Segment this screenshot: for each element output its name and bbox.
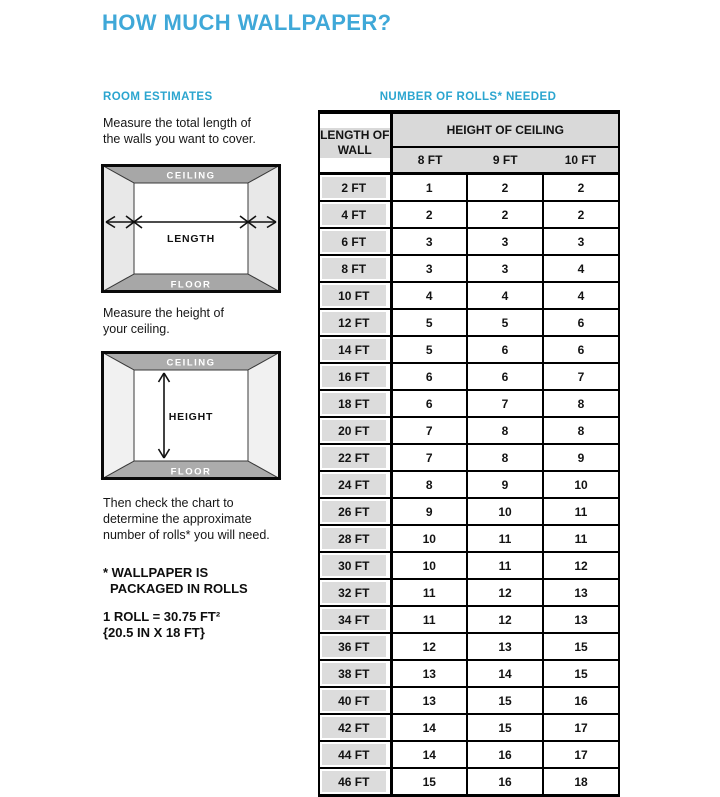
wall-length-cell: 12 FT <box>319 309 391 336</box>
instruction-line: Measure the total length of <box>103 116 252 130</box>
instruction-line: number of rolls* you will need. <box>103 528 270 542</box>
rolls-value-cell: 8 <box>467 417 543 444</box>
room-estimates-heading: ROOM ESTIMATES <box>103 91 213 103</box>
rolls-value-cell: 6 <box>391 390 467 417</box>
rolls-value-cell: 13 <box>467 633 543 660</box>
rolls-value-cell: 14 <box>391 741 467 768</box>
rolls-value-cell: 1 <box>391 174 467 202</box>
rolls-value-cell: 18 <box>543 768 619 796</box>
wall-length-cell: 6 FT <box>319 228 391 255</box>
note-line: PACKAGED IN ROLLS <box>110 581 248 596</box>
instruction-line: Measure the height of <box>103 306 224 320</box>
table-row <box>319 471 619 498</box>
table-row <box>319 687 619 714</box>
rolls-value-cell: 11 <box>467 525 543 552</box>
instruction-line: the walls you want to cover. <box>103 132 256 146</box>
rolls-table <box>318 110 620 797</box>
instruction-check-chart <box>103 495 270 543</box>
ceiling-band-label: CEILING <box>166 357 216 369</box>
rolls-value-cell: 7 <box>467 390 543 417</box>
page-title: HOW MUCH WALLPAPER? <box>102 10 392 35</box>
rolls-value-cell: 12 <box>467 606 543 633</box>
rolls-table-body <box>319 174 619 796</box>
wall-length-cell: 22 FT <box>319 444 391 471</box>
wall-length-cell: 32 FT <box>319 579 391 606</box>
table-row <box>319 390 619 417</box>
roll-size-note <box>103 609 220 641</box>
height-dim-label: HEIGHT <box>168 411 214 423</box>
room-length-diagram <box>101 164 281 293</box>
note-line: 1 ROLL = 30.75 FT² <box>103 609 221 624</box>
col-header-10ft: 10 FT <box>564 153 597 167</box>
floor-band-label: FLOOR <box>170 466 212 478</box>
rolls-value-cell: 14 <box>467 660 543 687</box>
wall-length-cell: 24 FT <box>319 471 391 498</box>
rolls-value-cell: 10 <box>467 498 543 525</box>
wall-length-cell: 26 FT <box>319 498 391 525</box>
rolls-value-cell: 13 <box>543 579 619 606</box>
table-row <box>319 174 619 202</box>
rolls-value-cell: 3 <box>391 228 467 255</box>
table-row <box>319 255 619 282</box>
rolls-value-cell: 4 <box>467 282 543 309</box>
rolls-value-cell: 15 <box>467 687 543 714</box>
rolls-value-cell: 2 <box>467 201 543 228</box>
wall-length-cell: 44 FT <box>319 741 391 768</box>
table-row <box>319 606 619 633</box>
wall-length-cell: 36 FT <box>319 633 391 660</box>
rolls-value-cell: 2 <box>543 174 619 202</box>
table-header-row-1 <box>319 112 619 147</box>
rolls-value-cell: 12 <box>467 579 543 606</box>
wall-length-cell: 38 FT <box>319 660 391 687</box>
instruction-line: determine the approximate <box>103 512 252 526</box>
wall-length-cell: 18 FT <box>319 390 391 417</box>
table-row <box>319 282 619 309</box>
height-of-ceiling-label: HEIGHT OF CEILING <box>393 114 619 146</box>
rolls-value-cell: 4 <box>543 282 619 309</box>
rolls-value-cell: 4 <box>543 255 619 282</box>
wall-length-cell: 42 FT <box>319 714 391 741</box>
wall-length-cell: 16 FT <box>319 363 391 390</box>
table-row <box>319 714 619 741</box>
rolls-value-cell: 7 <box>391 444 467 471</box>
table-row <box>319 741 619 768</box>
table-row <box>319 579 619 606</box>
rolls-value-cell: 9 <box>467 471 543 498</box>
rolls-value-cell: 4 <box>391 282 467 309</box>
rolls-value-cell: 6 <box>543 336 619 363</box>
rolls-value-cell: 9 <box>543 444 619 471</box>
rolls-value-cell: 2 <box>391 201 467 228</box>
rolls-value-cell: 13 <box>391 660 467 687</box>
wall-length-cell: 20 FT <box>319 417 391 444</box>
note-line: * WALLPAPER IS <box>103 565 209 580</box>
rolls-value-cell: 14 <box>391 714 467 741</box>
table-row <box>319 201 619 228</box>
wall-length-cell: 30 FT <box>319 552 391 579</box>
rolls-value-cell: 6 <box>543 309 619 336</box>
table-row <box>319 336 619 363</box>
table-row <box>319 363 619 390</box>
table-row <box>319 525 619 552</box>
rolls-value-cell: 2 <box>467 174 543 202</box>
packaged-in-rolls-note <box>103 565 248 597</box>
instruction-measure-height <box>103 305 224 337</box>
rolls-value-cell: 7 <box>391 417 467 444</box>
rolls-value-cell: 16 <box>543 687 619 714</box>
col-header-9ft: 9 FT <box>492 153 518 167</box>
wall-length-cell: 4 FT <box>319 201 391 228</box>
length-of-wall-header <box>319 112 391 174</box>
rolls-value-cell: 15 <box>543 633 619 660</box>
rolls-value-cell: 11 <box>543 525 619 552</box>
rolls-value-cell: 11 <box>467 552 543 579</box>
rolls-value-cell: 3 <box>467 228 543 255</box>
rolls-value-cell: 16 <box>467 768 543 796</box>
floor-band-label: FLOOR <box>170 279 212 291</box>
rolls-value-cell: 6 <box>467 336 543 363</box>
height-of-ceiling-header <box>391 112 619 147</box>
rolls-value-cell: 8 <box>467 444 543 471</box>
rolls-value-cell: 7 <box>543 363 619 390</box>
rolls-value-cell: 8 <box>391 471 467 498</box>
ceiling-band-label: CEILING <box>166 170 216 182</box>
wall-length-cell: 2 FT <box>319 174 391 202</box>
ceiling-height-columns <box>391 147 619 174</box>
rolls-value-cell: 5 <box>391 336 467 363</box>
table-row <box>319 552 619 579</box>
wall-length-cell: 10 FT <box>319 282 391 309</box>
rolls-value-cell: 6 <box>467 363 543 390</box>
rolls-value-cell: 11 <box>391 606 467 633</box>
rolls-value-cell: 10 <box>543 471 619 498</box>
rolls-value-cell: 17 <box>543 714 619 741</box>
rolls-needed-heading: NUMBER OF ROLLS* NEEDED <box>379 91 557 103</box>
rolls-value-cell: 17 <box>543 741 619 768</box>
rolls-value-cell: 3 <box>391 255 467 282</box>
table-row <box>319 633 619 660</box>
note-line: {20.5 IN X 18 FT} <box>103 625 205 640</box>
rolls-value-cell: 8 <box>543 390 619 417</box>
rolls-value-cell: 5 <box>467 309 543 336</box>
table-row <box>319 417 619 444</box>
wall-length-cell: 34 FT <box>319 606 391 633</box>
wall-length-cell: 14 FT <box>319 336 391 363</box>
col-header-8ft: 8 FT <box>417 153 443 167</box>
table-row <box>319 444 619 471</box>
room-height-diagram <box>101 351 281 480</box>
length-of-wall-label: LENGTH OF WALL <box>320 128 390 157</box>
wall-length-cell: 8 FT <box>319 255 391 282</box>
table-row <box>319 498 619 525</box>
table-row <box>319 660 619 687</box>
rolls-value-cell: 13 <box>543 606 619 633</box>
rolls-value-cell: 8 <box>543 417 619 444</box>
rolls-value-cell: 3 <box>543 228 619 255</box>
rolls-value-cell: 16 <box>467 741 543 768</box>
table-row <box>319 309 619 336</box>
rolls-value-cell: 10 <box>391 552 467 579</box>
rolls-value-cell: 10 <box>391 525 467 552</box>
instruction-line: your ceiling. <box>103 322 170 336</box>
rolls-value-cell: 15 <box>543 660 619 687</box>
rolls-value-cell: 15 <box>467 714 543 741</box>
table-row <box>319 228 619 255</box>
rolls-value-cell: 9 <box>391 498 467 525</box>
length-dim-label: LENGTH <box>167 233 215 245</box>
wall-length-cell: 46 FT <box>319 768 391 796</box>
rolls-value-cell: 5 <box>391 309 467 336</box>
rolls-value-cell: 11 <box>543 498 619 525</box>
rolls-value-cell: 15 <box>391 768 467 796</box>
wall-length-cell: 28 FT <box>319 525 391 552</box>
wall-length-cell: 40 FT <box>319 687 391 714</box>
instruction-line: Then check the chart to <box>103 496 234 510</box>
table-row <box>319 768 619 796</box>
rolls-value-cell: 6 <box>391 363 467 390</box>
rolls-value-cell: 2 <box>543 201 619 228</box>
instruction-measure-length <box>103 115 256 147</box>
rolls-value-cell: 12 <box>391 633 467 660</box>
rolls-value-cell: 13 <box>391 687 467 714</box>
rolls-value-cell: 12 <box>543 552 619 579</box>
rolls-value-cell: 3 <box>467 255 543 282</box>
rolls-value-cell: 11 <box>391 579 467 606</box>
